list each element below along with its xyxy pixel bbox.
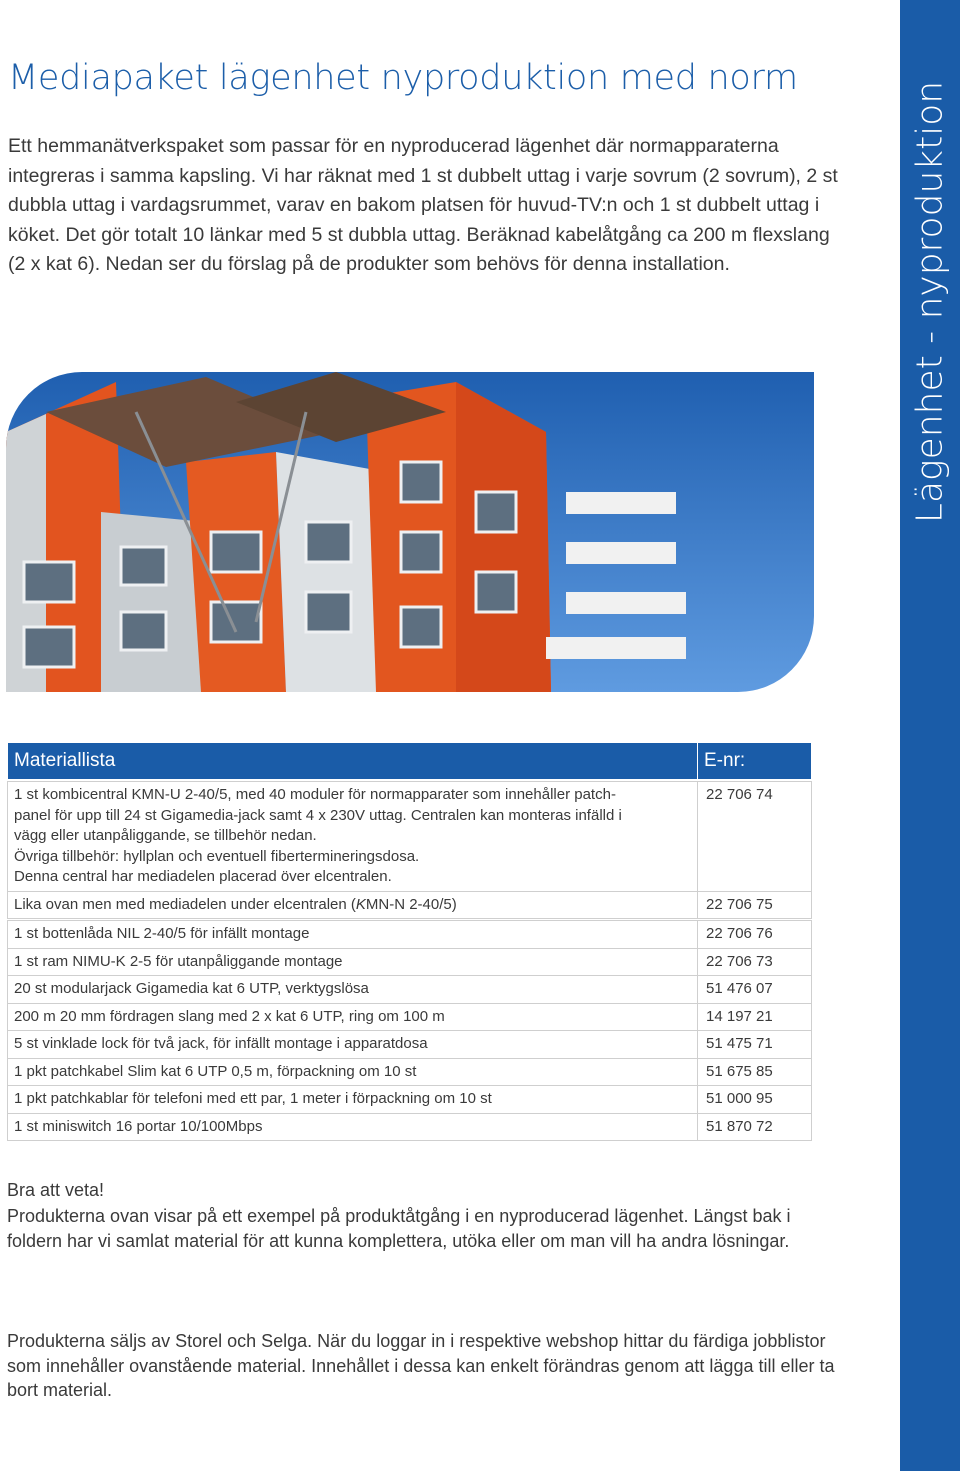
table-row <box>8 1003 812 1031</box>
intro-text: Ett hemmanätverkspaket som passar för en nyproducerad lägenhet där normapparaterna integreras i samma kapsling. Vi har räknat med 1 st dubbelt uttag i varje sovrum (2 sovrum), 2 st dubbla uttag i vardagsrummet, varav en bakom platsen för huvud-TV:n och 1 st dubbelt uttag i köket. Det gör totalt 10 länkar med 5 st dubbla uttag. Beräknad kabelåtgång ca 200 m flexslang (2 x kat 6). Nedan ser du förslag på de produkter som behövs för denna installation. <box>8 135 838 275</box>
description-main: Lika ovan men med mediadelen under elcentralen ( <box>14 895 356 913</box>
description-line: vägg eller utanpåliggande, se tillbehör nedan. <box>14 827 317 844</box>
row-description: 1 st bottenlåda NIL 2-40/5 för infällt montage <box>8 921 698 949</box>
row-description <box>8 782 698 892</box>
row-enr: 51 000 95 <box>698 1086 812 1114</box>
page-title: Mediapaket lägenhet nyproduktion med norm <box>8 58 798 98</box>
good-to-know-text: Produkterna ovan visar på ett exempel på produktåtgång i en nyproducerad lägenhet. Längst bak i foldern har vi samlat material för att kunna komplettera, utöka eller om man vill ha andra lösningar. <box>7 1206 791 1251</box>
row-description: 5 st vinklade lock för två jack, för infällt montage i apparatdosa <box>8 1031 698 1059</box>
table-row <box>8 1086 812 1114</box>
table-row <box>8 891 812 919</box>
table-row <box>8 1031 812 1059</box>
description-italic: K <box>355 895 366 913</box>
table-row <box>8 948 812 976</box>
table-row <box>8 921 812 949</box>
description-end: MN-N 2-40/5) <box>365 895 457 913</box>
header-enr: E-nr: <box>698 743 812 780</box>
header-description: Materiallista <box>8 743 698 780</box>
row-enr: 22 706 76 <box>698 921 812 949</box>
side-banner-label: Lägenhet - nyproduktion <box>909 80 951 524</box>
table-row <box>8 1058 812 1086</box>
row-enr: 51 475 71 <box>698 1031 812 1059</box>
description-line: panel för upp till 24 st Gigamedia-jack samt 4 x 230V uttag. Centralen kan monteras infälld i <box>14 806 622 824</box>
row-description: 1 pkt patchkablar för telefoni med ett par, 1 meter i förpackning om 10 st <box>8 1086 698 1114</box>
table-row <box>8 782 812 892</box>
description-line: Övriga tillbehör: hyllplan och eventuell fibertermineringsdosa. <box>14 847 420 865</box>
table-row <box>8 976 812 1004</box>
row-enr: 51 476 07 <box>698 976 812 1004</box>
row-enr: 22 706 75 <box>698 891 812 919</box>
table-header-row <box>8 743 812 780</box>
material-list <box>7 742 811 1141</box>
row-enr: 51 675 85 <box>698 1058 812 1086</box>
row-description: 1 st ram NIMU-K 2-5 för utanpåliggande montage <box>8 948 698 976</box>
table-row <box>8 1113 812 1141</box>
material-table <box>7 742 812 1141</box>
row-enr: 22 706 73 <box>698 948 812 976</box>
sold-by-text: Produkterna säljs av Storel och Selga. När du loggar in i respektive webshop hittar du färdiga jobblistor som innehåller ovanstående material. Innehållet i dessa kan enkelt förändras genom att lägga till eller ta bort material. <box>7 1331 835 1400</box>
building-photo <box>6 372 814 692</box>
row-description: 1 pkt patchkabel Slim kat 6 UTP 0,5 m, förpackning om 10 st <box>8 1058 698 1086</box>
row-enr: 14 197 21 <box>698 1003 812 1031</box>
row-description: 1 st miniswitch 16 portar 10/100Mbps <box>8 1113 698 1141</box>
good-to-know-heading: Bra att veta! <box>7 1180 105 1200</box>
row-enr: 51 870 72 <box>698 1113 812 1141</box>
row-enr: 22 706 74 <box>698 782 812 892</box>
side-banner <box>900 0 960 1471</box>
row-description: 200 m 20 mm fördragen slang med 2 x kat 6 UTP, ring om 100 m <box>8 1003 698 1031</box>
description-line: Denna central har mediadelen placerad över elcentralen. <box>14 868 392 885</box>
row-description: 20 st modularjack Gigamedia kat 6 UTP, verktygslösa <box>8 976 698 1004</box>
row-description <box>8 891 698 919</box>
description-line: 1 st kombicentral KMN-U 2-40/5, med 40 moduler för normapparater som innehåller patch- <box>14 786 616 803</box>
